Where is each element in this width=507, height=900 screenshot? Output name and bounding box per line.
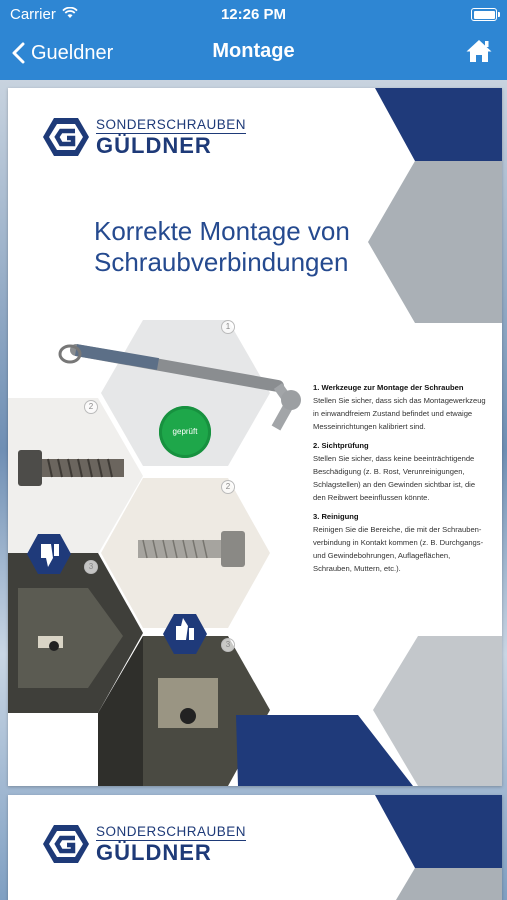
section-1 [313,381,488,433]
clock: 12:26 PM [220,6,287,23]
navy-shape-top [375,88,502,161]
home-button[interactable] [465,38,493,69]
brand-logo-next [42,823,246,865]
marker-1: 1 [221,320,235,334]
status-bar [0,0,507,30]
back-button-label: Gueldner [31,41,114,64]
headline-line2: Schraubverbindungen [94,247,349,277]
approved-stamp: geprüft [159,406,211,458]
page-title: Montage [212,40,295,62]
home-icon [465,38,493,64]
navigation-bar [0,0,507,80]
nav-row [0,30,507,80]
marker-3b: 3 [221,638,235,652]
back-button[interactable] [12,38,113,68]
section-body: Reinigen Sie die Bereiche, die mit der Schrauben-verbindung in Kontakt kommen (z. B. Durchgangs- und Gewindebohrungen, Auflageflächen, Schrauben, Muttern, etc.). [313,525,484,573]
logo-line2: GÜLDNER [96,132,212,158]
marker-3a: 3 [84,560,98,574]
section-heading: 2. Sichtprüfung [313,441,369,450]
section-2 [313,439,488,504]
logo-line1: SONDERSCHRAUBEN [96,823,247,839]
section-heading: 1. Werkzeuge zur Montage der Schrauben [313,383,464,392]
section-body: Stellen Sie sicher, dass sich das Montagewerkzeug in einwandfreiem Zustand befindet und etwaige Messeinrichtungen kalibriert sind. [313,396,486,431]
section-3 [313,510,488,575]
document-headline [94,216,394,278]
logo-line2: GÜLDNER [96,839,212,865]
document-page[interactable] [8,88,502,786]
brand-logo [42,116,246,158]
marker-2a: 2 [84,400,98,414]
document-page-next[interactable] [8,795,502,900]
logo-icon [42,823,90,865]
section-body: Stellen Sie sicher, dass keine beeinträchtigende Beschädigung (z. B. Rost, Verunreinigungen, Schlagstellen) an den Gewinden sichtbar ist, die den Reibwert beeinflussen könnte. [313,454,476,502]
logo-icon [42,116,90,158]
headline-line1: Korrekte Montage von [94,216,350,246]
instructions-text [313,381,488,581]
chevron-left-icon [12,42,25,64]
battery-icon [471,8,497,21]
section-heading: 3. Reinigung [313,512,359,521]
marker-2b: 2 [221,480,235,494]
carrier-label: Carrier [10,6,56,23]
logo-line1: SONDERSCHRAUBEN [96,116,247,132]
